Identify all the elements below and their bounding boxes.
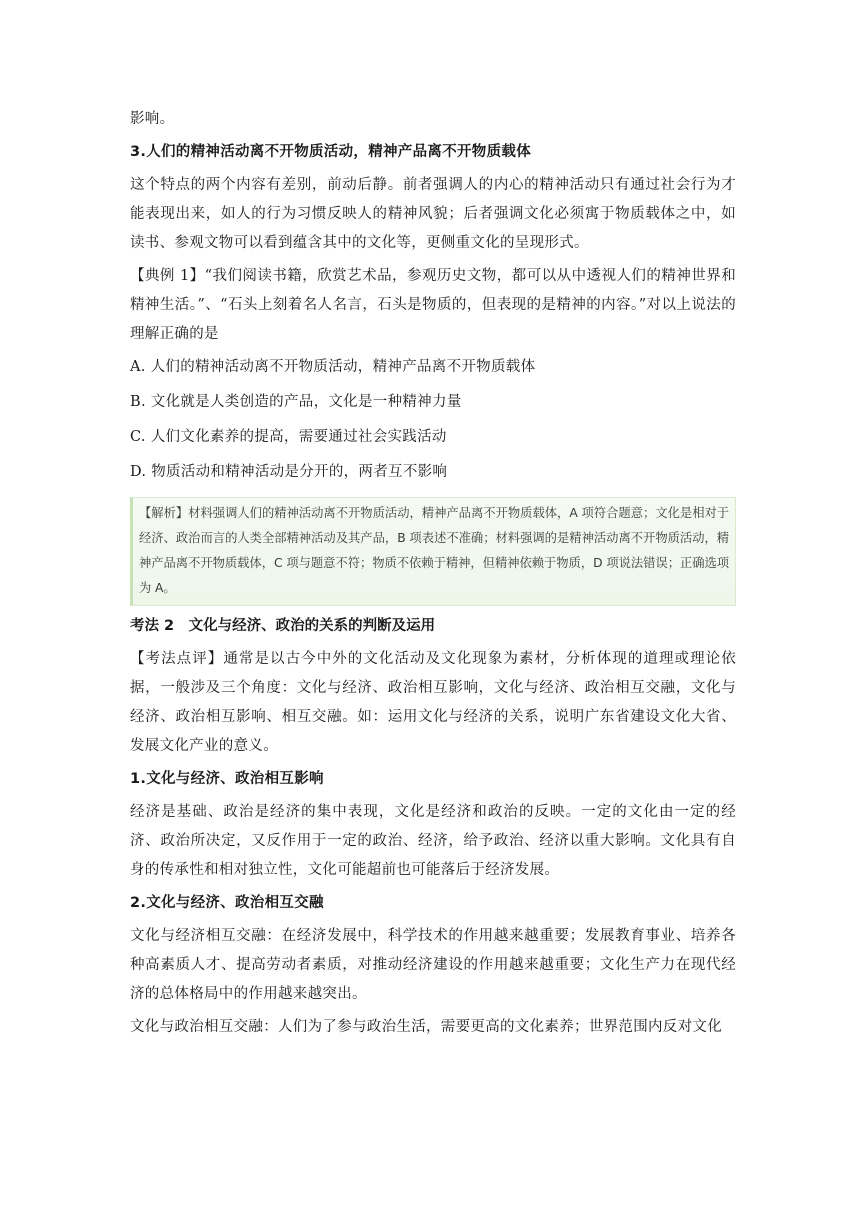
method-commentary: 【考法点评】通常是以古今中外的文化活动及文化现象为素材，分析体现的道理或理论依据，一般涉及三个角度：文化与经济、政治相互影响，文化与经济、政治相互交融，文化与经济、政治相互影响、相互交融。如：运用文化与经济的关系，说明广东省建设文化大省、发展文化产业的意义。	[130, 651, 736, 754]
paragraph-feature-explanation: 这个特点的两个内容有差别，前动后静。前者强调人的内心的精神活动只有通过社会行为才能表现出来，如人的行为习惯反映人的精神风貌；后者强调文化必须寓于物质载体之中，如读书、参观文物可以看到蕴含其中的文化等，更侧重文化的呈现形式。	[130, 177, 736, 251]
analysis-box: 【解析】材料强调人们的精神活动离不开物质活动，精神产品离不开物质载体，A 项符合题意；文化是相对于经济、政治而言的人类全部精神活动及其产品，B 项表述不准确；材料强调的是精神活动离不开物质活动，精神产品离不开物质载体，C 项与题意不符；物质不依赖于精神，但精神依赖于物质，D 项说法错误；正确选项为 A。	[130, 497, 736, 606]
option-a: A. 人们的精神活动离不开物质活动，精神产品离不开物质载体	[130, 359, 536, 375]
subheading-mutual-blend: 2.文化与经济、政治相互交融	[130, 895, 324, 911]
document-page	[130, 105, 736, 1046]
section-heading-3: 3.人们的精神活动离不开物质活动，精神产品离不开物质载体	[130, 144, 531, 160]
example-question: 【典例 1】“我们阅读书籍，欣赏艺术品，参观历史文物，都可以从中透视人们的精神世界和精神生活。”、“石头上刻着名人名言，石头是物质的，但表现的是精神的内容。”对以上说法的理解正确的是	[130, 268, 736, 342]
option-c: C. 人们文化素养的提高，需要通过社会实践活动	[130, 429, 447, 445]
subheading-mutual-influence: 1.文化与经济、政治相互影响	[130, 771, 324, 787]
paragraph-continuation: 影响。	[130, 111, 175, 127]
method-heading: 考法 2 文化与经济、政治的关系的判断及运用	[130, 618, 436, 634]
paragraph-culture-economy: 文化与经济相互交融：在经济发展中，科学技术的作用越来越重要；发展教育事业、培养各种高素质人才、提高劳动者素质，对推动经济建设的作用越来越重要；文化生产力在现代经济的总体格局中的作用越来越突出。	[130, 928, 736, 1002]
paragraph-mutual-influence: 经济是基础、政治是经济的集中表现，文化是经济和政治的反映。一定的文化由一定的经济、政治所决定，又反作用于一定的政治、经济，给予政治、经济以重大影响。文化具有自身的传承性和相对独立性，文化可能超前也可能落后于经济发展。	[130, 804, 736, 878]
option-b: B. 文化就是人类创造的产品，文化是一种精神力量	[130, 394, 462, 410]
paragraph-culture-politics: 文化与政治相互交融：人们为了参与政治生活，需要更高的文化素养；世界范围内反对文化	[130, 1019, 722, 1035]
option-d: D. 物质活动和精神活动是分开的，两者互不影响	[130, 464, 448, 480]
